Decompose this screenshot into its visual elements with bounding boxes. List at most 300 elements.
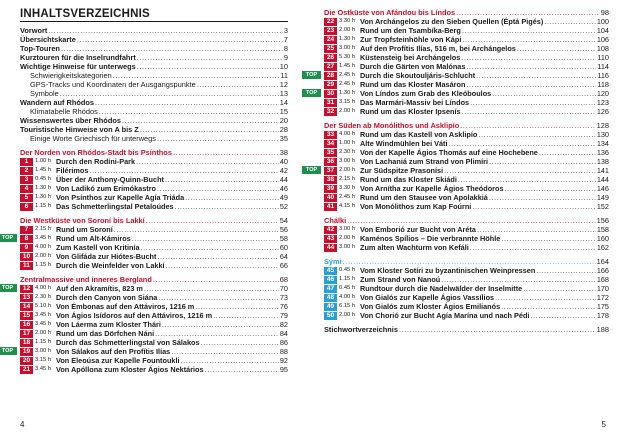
tour-title: Über der Anthony-Quinn-Bucht xyxy=(56,175,164,184)
toc-section xyxy=(324,257,609,320)
tour-number: 13 xyxy=(20,294,33,302)
toc-entry-page: 8 xyxy=(283,44,288,53)
tour-number: 22 xyxy=(324,18,337,26)
tour-page: 162 xyxy=(596,243,609,252)
tour-duration: 1.15 h xyxy=(35,203,52,209)
tour-title: Von Láerma zum Kloster Thári xyxy=(56,320,161,329)
tour-duration: 3.15 h xyxy=(35,357,52,363)
tour-entry[interactable] xyxy=(324,98,609,107)
tour-page: 110 xyxy=(597,53,609,62)
tour-page: 118 xyxy=(597,80,609,89)
tour-entry[interactable] xyxy=(20,356,288,365)
top-tour-badge: TOP xyxy=(302,89,321,97)
tour-number: 17 xyxy=(20,330,33,338)
tour-duration: 3.00 h xyxy=(339,45,356,51)
tour-entry[interactable] xyxy=(20,329,288,338)
tour-duration: 3.00 h xyxy=(339,244,356,250)
tour-page: 178 xyxy=(596,311,609,320)
tour-entry[interactable] xyxy=(20,293,288,302)
tour-title: Durch den Canyon von Siána xyxy=(56,293,158,302)
toc-entry-label: Vorwort xyxy=(20,26,48,35)
tour-title: Rundtour durch die Nadelwälder der Inselmitte xyxy=(360,284,523,293)
toc-entry-label: GPS-Tracks und Koordinaten der Ausgangspunkte xyxy=(30,80,196,89)
right-sections xyxy=(305,8,609,320)
tour-number: 43 xyxy=(324,235,337,243)
tour-title: Rund um das Kloster Skiádi xyxy=(360,175,457,184)
tour-entry[interactable] xyxy=(324,202,609,211)
tour-entry[interactable] xyxy=(324,148,609,157)
tour-number: 38 xyxy=(324,176,337,184)
tour-entry[interactable] xyxy=(324,284,609,293)
tour-number: 47 xyxy=(324,285,337,293)
tour-duration: 2.30 h xyxy=(339,149,356,155)
tour-number: 30 xyxy=(324,90,337,98)
section-heading-page: 98 xyxy=(600,8,609,17)
tour-page: 76 xyxy=(279,302,288,311)
tour-duration: 3.45 h xyxy=(35,312,52,318)
tour-entry[interactable] xyxy=(324,175,609,184)
section-heading[interactable] xyxy=(324,216,609,225)
tour-duration: 4.00 h xyxy=(35,244,52,250)
toc-entry-page: 14 xyxy=(279,98,288,107)
tour-page: 104 xyxy=(596,26,609,35)
tour-number: 28 xyxy=(324,72,337,80)
tour-title: Durch die Skoutouljáris-Schlucht xyxy=(360,71,476,80)
tour-entry[interactable] xyxy=(20,157,288,166)
toc-entry-page: 13 xyxy=(279,89,288,98)
tour-entry[interactable] xyxy=(324,107,609,116)
tour-entry[interactable] xyxy=(20,338,288,347)
tour-page: 86 xyxy=(279,338,288,347)
tour-page: 170 xyxy=(596,284,609,293)
tour-title: Von Émbonas auf den Attáviros, 1216 m xyxy=(56,302,195,311)
tour-title: Rund um das Dörfchen Náni xyxy=(56,329,155,338)
tour-duration: 2.45 h xyxy=(339,81,356,87)
section-heading[interactable] xyxy=(20,216,288,225)
tour-title: Küstensteig bei Archángelos xyxy=(360,53,461,62)
tour-title: Rund um das Kloster Masáron xyxy=(360,80,466,89)
tour-duration: 5.10 h xyxy=(35,303,52,309)
tour-entry[interactable] xyxy=(324,225,609,234)
toc-entry[interactable] xyxy=(20,80,288,89)
tour-duration: 2.00 h xyxy=(35,330,52,336)
toc-entry-page: 20 xyxy=(279,116,288,125)
tour-duration: 1.00 h xyxy=(35,158,52,164)
tour-page: 60 xyxy=(279,243,288,252)
tour-duration: 1.15 h xyxy=(35,339,52,345)
tour-entry[interactable] xyxy=(20,202,288,211)
tour-entry[interactable] xyxy=(305,89,609,98)
tour-page: 130 xyxy=(596,130,609,139)
tour-number: 16 xyxy=(20,321,33,329)
tour-entry[interactable] xyxy=(1,347,288,356)
tour-page: 114 xyxy=(597,62,609,71)
left-sections xyxy=(1,148,288,374)
tour-title: Von Chorió zur Bucht Agía Marína und nach Pédi xyxy=(360,311,530,320)
tour-entry[interactable] xyxy=(324,139,609,148)
toc-section xyxy=(1,216,288,270)
toc-entry[interactable] xyxy=(20,71,288,80)
tour-entry[interactable] xyxy=(324,193,609,202)
tour-page: 106 xyxy=(596,35,609,44)
tour-entry[interactable] xyxy=(20,193,288,202)
tour-number: 12 xyxy=(20,285,33,293)
toc-title: INHALTSVERZEICHNIS xyxy=(20,8,288,22)
tour-entry[interactable] xyxy=(324,44,609,53)
tour-page: 116 xyxy=(597,71,609,80)
index-page: 188 xyxy=(596,325,609,334)
toc-entry[interactable] xyxy=(20,44,288,53)
tour-number: 3 xyxy=(20,176,33,184)
tour-number: 45 xyxy=(324,267,337,275)
tour-duration: 2.00 h xyxy=(339,312,356,318)
tour-page: 172 xyxy=(596,293,609,302)
tour-title: Das Marmári-Massiv bei Líndos xyxy=(360,98,470,107)
tour-title: Rund um das Kastell von Asklipío xyxy=(360,130,478,139)
tour-entry[interactable] xyxy=(324,243,609,252)
tour-entry[interactable] xyxy=(20,365,288,374)
right-page xyxy=(305,0,620,435)
tour-duration: 1.30 h xyxy=(35,194,52,200)
toc-entry-label: Übersichtskarte xyxy=(20,35,76,44)
top-tour-badge: TOP xyxy=(0,234,17,242)
tour-title: Rund um das Kloster Ipsenís xyxy=(360,107,461,116)
tour-number: 48 xyxy=(324,294,337,302)
tour-title: Durch das Schmetterlingstal von Sálakos xyxy=(56,338,200,347)
toc-entry[interactable] xyxy=(20,89,288,98)
tour-duration: 0.45 h xyxy=(339,267,356,273)
tour-entry[interactable] xyxy=(324,266,609,275)
tour-number: 44 xyxy=(324,244,337,252)
tour-duration: 0.45 h xyxy=(339,285,356,291)
tour-page: 46 xyxy=(279,184,288,193)
tour-entry[interactable] xyxy=(20,225,288,234)
tour-page: 175 xyxy=(596,302,609,311)
tour-title: Rund um den Stausee von Apolakkiá xyxy=(360,193,488,202)
toc-entry[interactable] xyxy=(20,53,288,62)
tour-number: 46 xyxy=(324,276,337,284)
section-heading[interactable] xyxy=(324,8,609,17)
right-column xyxy=(305,8,609,334)
tour-title: Von Eleoúsa zur Kapelle Fountoukli xyxy=(56,356,180,365)
tour-duration: 3.45 h xyxy=(35,366,52,372)
tour-number: 49 xyxy=(324,303,337,311)
tour-page: 126 xyxy=(596,107,609,116)
index-label: Stichwortverzeichnis xyxy=(324,325,398,334)
tour-duration: 3.15 h xyxy=(339,99,356,105)
tour-entry[interactable] xyxy=(324,275,609,284)
section-heading-label: Zentralmassive und inneres Bergland xyxy=(20,275,152,284)
tour-entry[interactable] xyxy=(324,17,609,26)
tour-page: 120 xyxy=(596,89,609,98)
tour-number: 36 xyxy=(324,158,337,166)
tour-duration: 2.00 h xyxy=(339,108,356,114)
toc-entry-page: 9 xyxy=(283,53,288,62)
tour-title: Von Líndos zum Grab des Kleóboulos xyxy=(360,89,492,98)
toc-section xyxy=(305,8,609,116)
top-tour-badge: TOP xyxy=(0,284,17,292)
toc-entry-page: 12 xyxy=(279,80,288,89)
tour-entry[interactable] xyxy=(20,184,288,193)
tour-page: 70 xyxy=(279,284,288,293)
tour-title: Das Schmetterlingstal Petaloúdes xyxy=(56,202,174,211)
tour-page: 42 xyxy=(279,166,288,175)
toc-entry-label: Wandern auf Rhódos xyxy=(20,98,95,107)
tour-duration: 4.00 h xyxy=(339,294,356,300)
tour-page: 73 xyxy=(279,293,288,302)
tour-entry[interactable] xyxy=(20,175,288,184)
tour-page: 79 xyxy=(279,311,288,320)
tour-title: Rund um Alt-Kámiros xyxy=(56,234,131,243)
tour-page: 52 xyxy=(279,202,288,211)
tour-entry[interactable] xyxy=(20,166,288,175)
tour-entry[interactable] xyxy=(324,26,609,35)
toc-entry[interactable] xyxy=(20,98,288,107)
tour-duration: 1.15 h xyxy=(339,276,356,282)
toc-entry-label: Schwierigkeitskategorien xyxy=(30,71,112,80)
tour-entry[interactable] xyxy=(324,53,609,62)
tour-entry[interactable] xyxy=(324,35,609,44)
section-heading-page: 38 xyxy=(279,148,288,157)
tour-number: 20 xyxy=(20,357,33,365)
toc-section xyxy=(20,148,288,211)
left-column xyxy=(1,8,288,374)
tour-entry[interactable] xyxy=(324,157,609,166)
toc-entry[interactable] xyxy=(20,134,288,143)
toc-entry-label: Kurztouren für die Inselrundfahrt xyxy=(20,53,136,62)
tour-entry[interactable] xyxy=(324,184,609,193)
tour-page: 134 xyxy=(596,139,609,148)
tour-title: Von Glifáda zur Hiótes-Bucht xyxy=(56,252,157,261)
top-tour-badge: TOP xyxy=(0,347,17,355)
tour-duration: 1.45 h xyxy=(339,63,356,69)
tour-number: 8 xyxy=(20,235,33,243)
tour-number: 35 xyxy=(324,149,337,157)
tour-page: 84 xyxy=(279,329,288,338)
toc-entry[interactable] xyxy=(20,62,288,71)
tour-entry[interactable] xyxy=(324,234,609,243)
tour-page: 138 xyxy=(596,157,609,166)
toc-entry-label: Symbole xyxy=(30,89,59,98)
section-heading-label: Chálki xyxy=(324,216,347,225)
tour-title: Zum Strand von Nanoú xyxy=(360,275,441,284)
toc-entry-page: 7 xyxy=(283,35,288,44)
tour-title: Filérimos xyxy=(56,166,89,175)
tour-entry[interactable] xyxy=(324,302,609,311)
tour-duration: 3.30 h xyxy=(339,185,356,191)
tour-page: 141 xyxy=(596,166,609,175)
tour-title: Rund um Soroní xyxy=(56,225,113,234)
section-heading[interactable] xyxy=(20,148,288,157)
tour-number: 34 xyxy=(324,140,337,148)
section-heading-label: Der Süden ab Monólithos und Asklipío xyxy=(324,121,460,130)
tour-title: Auf den Profítis Ilías, 516 m, bei Archángelos xyxy=(360,44,516,53)
tour-number: 1 xyxy=(20,158,33,166)
tour-number: 19 xyxy=(20,348,33,356)
tour-duration: 3.00 h xyxy=(35,348,52,354)
tour-entry[interactable] xyxy=(324,293,609,302)
toc-entry-page: 28 xyxy=(279,125,288,134)
tour-entry[interactable] xyxy=(20,311,288,320)
tour-number: 32 xyxy=(324,108,337,116)
tour-page: 144 xyxy=(596,175,609,184)
tour-duration: 5.30 h xyxy=(339,54,356,60)
tour-duration: 3.00 h xyxy=(339,226,356,232)
tour-duration: 2.45 h xyxy=(339,194,356,200)
tour-entry[interactable] xyxy=(1,234,288,243)
tour-duration: 1.30 h xyxy=(339,36,356,42)
tour-number: 39 xyxy=(324,185,337,193)
tour-title: Kaménos Spílios – Die verbrannte Höhle xyxy=(360,234,501,243)
tour-page: 66 xyxy=(279,261,288,270)
tour-title: Vom Kloster Sotíri zu byzantinischen Weinpressen xyxy=(360,266,536,275)
tour-entry[interactable] xyxy=(20,252,288,261)
tour-entry[interactable] xyxy=(324,311,609,320)
tour-entry[interactable] xyxy=(20,320,288,329)
tour-number: 9 xyxy=(20,244,33,252)
tour-page: 88 xyxy=(279,347,288,356)
toc-entry-label: Klimatabelle Rhódos xyxy=(30,107,98,116)
toc-entry[interactable] xyxy=(20,35,288,44)
tour-page: 100 xyxy=(596,17,609,26)
tour-entry[interactable] xyxy=(1,284,288,293)
tour-page: 149 xyxy=(596,193,609,202)
top-tour-badge: TOP xyxy=(302,71,321,79)
section-heading[interactable] xyxy=(324,121,609,130)
tour-entry[interactable] xyxy=(305,166,609,175)
tour-number: 5 xyxy=(20,194,33,202)
tour-duration: 2.15 h xyxy=(339,176,356,182)
toc-section xyxy=(305,121,609,211)
tour-page: 123 xyxy=(596,98,609,107)
tour-page: 92 xyxy=(279,356,288,365)
tour-entry[interactable] xyxy=(324,80,609,89)
toc-entry[interactable] xyxy=(20,125,288,134)
section-heading-page: 128 xyxy=(596,121,609,130)
toc-entry-page: 35 xyxy=(279,134,288,143)
index-entry[interactable] xyxy=(324,325,609,334)
tour-number: 26 xyxy=(324,54,337,62)
tour-number: 7 xyxy=(20,226,33,234)
tour-title: Von der Kapelle Ágios Thomás auf eine Hochebene xyxy=(360,148,538,157)
tour-duration: 3.45 h xyxy=(35,321,52,327)
tour-duration: 2.15 h xyxy=(35,226,52,232)
tour-title: Von Emborió zur Bucht von Aréta xyxy=(360,225,476,234)
tour-number: 2 xyxy=(20,167,33,175)
tour-number: 10 xyxy=(20,253,33,261)
toc-entry-page: 15 xyxy=(279,107,288,116)
section-heading-page: 54 xyxy=(279,216,288,225)
tour-title: Zum Kastell von Kritinía xyxy=(56,243,140,252)
tour-duration: 1.45 h xyxy=(35,167,52,173)
tour-page: 166 xyxy=(596,266,609,275)
tour-title: Auf den Akramítis, 823 m xyxy=(56,284,143,293)
tour-number: 11 xyxy=(20,262,33,270)
tour-duration: 4.00 h xyxy=(35,285,52,291)
tour-title: Rund um den Tsambíka-Berg xyxy=(360,26,461,35)
toc-entry[interactable] xyxy=(20,107,288,116)
section-heading[interactable] xyxy=(324,257,609,266)
tour-page: 168 xyxy=(596,275,609,284)
tour-number: 14 xyxy=(20,303,33,311)
toc-entry-label: Top-Touren xyxy=(20,44,60,53)
tour-number: 37 xyxy=(324,167,337,175)
tour-entry[interactable] xyxy=(324,130,609,139)
tour-title: Von Apóllona zum Kloster Ágios Nektários xyxy=(56,365,204,374)
tour-number: 23 xyxy=(324,27,337,35)
section-heading-label: Die Ostküste von Afándou bis Líndos xyxy=(324,8,456,17)
toc-entry[interactable] xyxy=(20,116,288,125)
section-heading-label: Sými xyxy=(324,257,342,266)
tour-entry[interactable] xyxy=(324,62,609,71)
tour-number: 18 xyxy=(20,339,33,347)
section-heading[interactable] xyxy=(20,275,288,284)
tour-number: 29 xyxy=(324,81,337,89)
tour-duration: 3.30 h xyxy=(339,18,356,24)
tour-entry[interactable] xyxy=(20,243,288,252)
tour-duration: 2.00 h xyxy=(339,27,356,33)
tour-page: 160 xyxy=(596,234,609,243)
front-matter xyxy=(20,26,288,143)
tour-entry[interactable] xyxy=(20,261,288,270)
tour-title: Von Ágios Isídoros auf den Attáviros, 1216 m xyxy=(56,311,213,320)
tour-number: 25 xyxy=(324,45,337,53)
tour-page: 44 xyxy=(279,175,288,184)
tour-duration: 4.15 h xyxy=(339,203,356,209)
tour-title: Von Psínthos zur Kapelle Agía Triáda xyxy=(56,193,185,202)
tour-duration: 1.30 h xyxy=(339,90,356,96)
tour-number: 27 xyxy=(324,63,337,71)
tour-page: 49 xyxy=(279,193,288,202)
tour-page: 158 xyxy=(596,225,609,234)
toc-section xyxy=(324,216,609,252)
tour-number: 40 xyxy=(324,194,337,202)
page-number-right: 5 xyxy=(601,420,606,429)
tour-title: Durch die Weinfelder von Lakkí xyxy=(56,261,165,270)
tour-number: 42 xyxy=(324,226,337,234)
tour-entry[interactable] xyxy=(20,302,288,311)
tour-entry[interactable] xyxy=(305,71,609,80)
tour-page: 108 xyxy=(596,44,609,53)
toc-entry-label: Einige Worte Griechisch für unterwegs xyxy=(30,134,156,143)
section-heading-page: 156 xyxy=(596,216,609,225)
tour-number: 31 xyxy=(324,99,337,107)
top-tour-badge: TOP xyxy=(302,166,321,174)
page-number-left: 4 xyxy=(20,420,25,429)
tour-duration: 1.00 h xyxy=(339,140,356,146)
tour-page: 56 xyxy=(279,225,288,234)
tour-page: 136 xyxy=(596,148,609,157)
tour-duration: 2.00 h xyxy=(35,253,52,259)
toc-entry-page: 11 xyxy=(280,71,288,80)
tour-title: Von Ladikó zum Erimókastro xyxy=(56,184,157,193)
tour-duration: 1.15 h xyxy=(35,262,52,268)
tour-title: Von Gialós zur Kapelle Ágios Vassílios xyxy=(360,293,495,302)
tour-duration: 3.45 h xyxy=(35,235,52,241)
toc-entry[interactable] xyxy=(20,26,288,35)
tour-number: 24 xyxy=(324,36,337,44)
tour-number: 50 xyxy=(324,312,337,320)
toc-entry-page: 10 xyxy=(279,62,288,71)
tour-number: 15 xyxy=(20,312,33,320)
tour-title: Von Archángelos zu den Sieben Quellen (Éptá Pigés) xyxy=(360,17,544,26)
toc-entry-label: Wissenswertes über Rhódos xyxy=(20,116,121,125)
tour-duration: 4.00 h xyxy=(339,131,356,137)
section-heading-label: Der Norden von Rhódos-Stadt bis Psínthos xyxy=(20,148,172,157)
tour-page: 40 xyxy=(279,157,288,166)
tour-duration: 6.15 h xyxy=(339,303,356,309)
toc-entry-label: Wichtige Hinweise für unterwegs xyxy=(20,62,136,71)
